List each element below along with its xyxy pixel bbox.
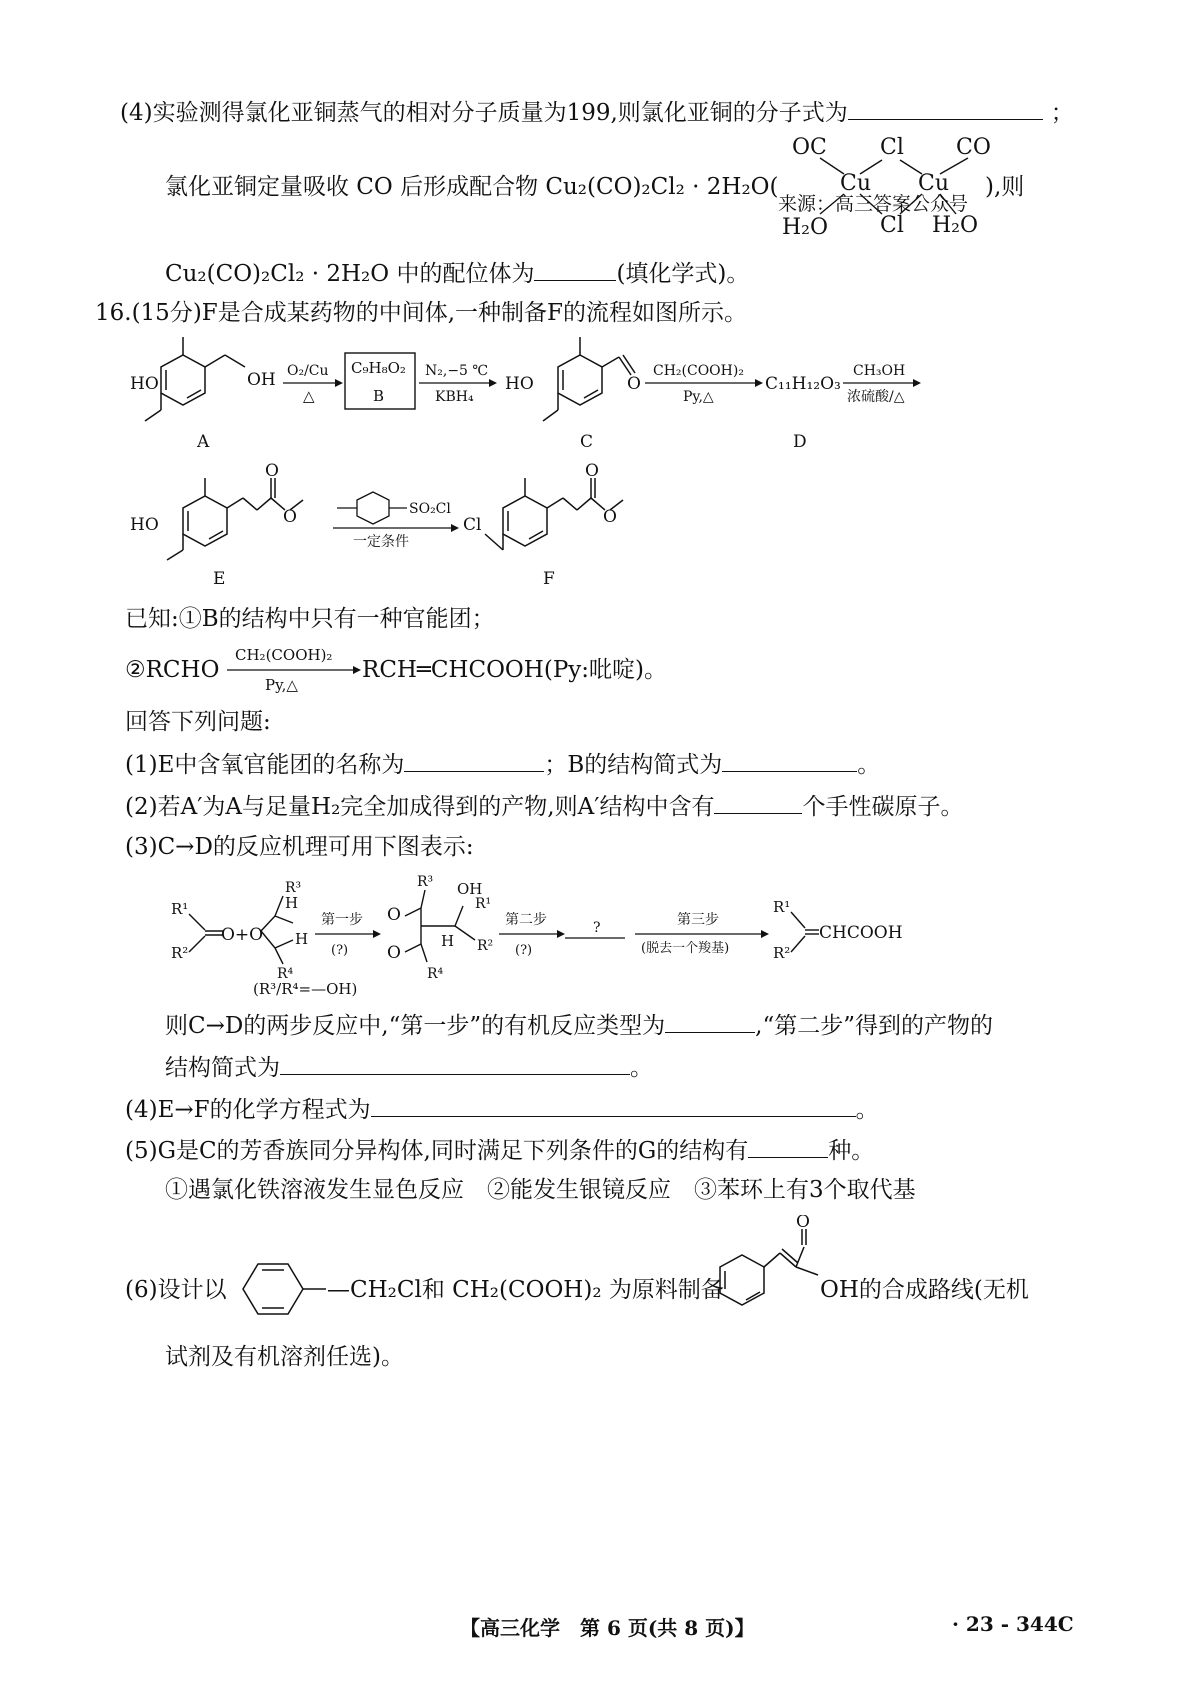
answer-blank[interactable] bbox=[280, 1052, 630, 1075]
answer-blank[interactable] bbox=[714, 791, 802, 814]
svg-text:R²: R² bbox=[477, 938, 494, 954]
cond2-bottom: KBH₄ bbox=[435, 389, 474, 405]
complex-oc: OC bbox=[792, 135, 827, 160]
svg-text:R⁴: R⁴ bbox=[427, 966, 444, 982]
cond3-bottom: Py,△ bbox=[683, 389, 714, 405]
b-formula: C₉H₈O₂ bbox=[351, 359, 406, 377]
part-5-conditions: ①遇氯化铁溶液发生显色反应 ②能发生银镜反应 ③苯环上有3个取代基 bbox=[165, 1177, 916, 1203]
svg-text:R²: R² bbox=[171, 944, 189, 962]
synthesis-scheme-row2 bbox=[125, 462, 645, 592]
answer-blank[interactable] bbox=[722, 749, 857, 772]
svg-text:R¹: R¹ bbox=[475, 896, 492, 912]
complex-cl-bottom: Cl bbox=[880, 213, 904, 238]
e-label: E bbox=[213, 569, 226, 589]
q15-4-line1: (4)实验测得氯化亚铜蒸气的相对分子质量为199,则氯化亚铜的分子式为 ； bbox=[120, 97, 1074, 128]
part-6: (6)设计以 bbox=[125, 1277, 227, 1303]
cond1-bottom: △ bbox=[303, 387, 315, 405]
e-ester-o: O bbox=[283, 507, 297, 527]
svg-text:R³: R³ bbox=[417, 874, 434, 890]
svg-text:第二步: 第二步 bbox=[505, 912, 547, 928]
svg-text:R³: R³ bbox=[285, 880, 302, 896]
molecule-a bbox=[145, 337, 245, 421]
answer-blank[interactable] bbox=[748, 1135, 828, 1158]
cond5-bottom: 一定条件 bbox=[353, 534, 409, 550]
svg-text:H: H bbox=[441, 932, 455, 950]
q15-4-line2: 氯化亚铜定量吸收 CO 后形成配合物 Cu₂(CO)₂Cl₂ · 2H₂O( bbox=[165, 174, 779, 200]
q16-header: 16.(15分)F是合成某药物的中间体,一种制备F的流程如图所示。 bbox=[95, 300, 748, 326]
answer-blank[interactable] bbox=[371, 1094, 856, 1117]
d-label: D bbox=[793, 432, 807, 452]
svg-text:R⁴: R⁴ bbox=[277, 966, 294, 982]
part-5: (5)G是C的芳香族同分异构体,同时满足下列条件的G的结构有 种。 bbox=[125, 1135, 874, 1166]
known-1: 已知:①B的结构中只有一种官能团； bbox=[125, 606, 495, 632]
svg-text:O: O bbox=[387, 905, 401, 925]
svg-text:CH₂(COOH)₂: CH₂(COOH)₂ bbox=[235, 646, 333, 664]
a-label: A bbox=[197, 432, 210, 452]
mechanism-scheme bbox=[165, 868, 925, 998]
svg-text:CHCOOH: CHCOOH bbox=[819, 923, 903, 943]
part-6-end: OH的合成路线(无机 bbox=[820, 1277, 1029, 1303]
known2-arrow bbox=[225, 644, 365, 696]
benzyl-ring bbox=[228, 1252, 328, 1326]
exam-code: · 23 - 344C bbox=[952, 1612, 1074, 1636]
answer-blank[interactable] bbox=[665, 1010, 755, 1033]
svg-text:R¹: R¹ bbox=[773, 898, 791, 916]
svg-text:O+O: O+O bbox=[221, 925, 264, 945]
molecule-c bbox=[543, 337, 635, 421]
svg-text:OH: OH bbox=[457, 880, 483, 898]
part-3: (3)C→D的反应机理可用下图表示: bbox=[125, 834, 474, 860]
b-label: B bbox=[373, 387, 385, 405]
complex-cu1: Cu bbox=[840, 171, 872, 196]
cond4-bottom: 浓硫酸/△ bbox=[847, 389, 905, 405]
e-carbonyl-o: O bbox=[265, 462, 279, 481]
synthesis-scheme-row1 bbox=[125, 335, 1125, 455]
d-formula: C₁₁H₁₂O₃ bbox=[765, 374, 841, 394]
complex-cl-top: Cl bbox=[880, 135, 904, 160]
f-ester-o: O bbox=[603, 507, 617, 527]
svg-text:(?): (?) bbox=[515, 943, 533, 958]
c-label: C bbox=[580, 432, 594, 452]
part-3-q1: 则C→D的两步反应中,“第一步”的有机反应类型为 ,“第二步”得到的产物的 bbox=[165, 1010, 993, 1041]
a-oh: OH bbox=[247, 370, 276, 390]
answer-blank[interactable] bbox=[534, 258, 616, 281]
svg-text:R¹: R¹ bbox=[171, 900, 189, 918]
part-2: (2)若A′为A与足量H₂完全加成得到的产物,则A′结构中含有 个手性碳原子。 bbox=[125, 791, 963, 822]
e-ho: HO bbox=[130, 515, 159, 535]
part-1: (1)E中含氧官能团的名称为 ；B的结构简式为 。 bbox=[125, 749, 880, 780]
watermark: 来源：高三答案公众号 bbox=[778, 193, 969, 215]
answer-blank[interactable] bbox=[848, 97, 1043, 120]
answer-header: 回答下列问题: bbox=[125, 709, 271, 735]
svg-text:第三步: 第三步 bbox=[677, 912, 719, 928]
cond3-top: CH₂(COOH)₂ bbox=[653, 363, 744, 379]
part-6-mid: —CH₂Cl和 CH₂(COOH)₂ 为原料制备 bbox=[327, 1277, 724, 1303]
svg-text:(R³/R⁴=—OH): (R³/R⁴=—OH) bbox=[253, 980, 358, 998]
complex-h2o-right: H₂O bbox=[932, 213, 979, 238]
q15-4-line2-end: ),则 bbox=[985, 174, 1025, 200]
f-cl: Cl bbox=[463, 515, 482, 535]
cinnamic-acid-structure bbox=[700, 1215, 825, 1333]
known-2-product: RCH═CHCOOH(Py:吡啶)。 bbox=[362, 657, 668, 683]
svg-text:R²: R² bbox=[773, 944, 791, 962]
part-3-q2: 结构简式为 。 bbox=[165, 1052, 653, 1083]
answer-blank[interactable] bbox=[404, 749, 544, 772]
svg-text:O: O bbox=[796, 1215, 810, 1232]
svg-text:(?): (?) bbox=[331, 943, 349, 958]
q15-4-line3: Cu₂(CO)₂Cl₂ · 2H₂O 中的配位体为 (填化学式)。 bbox=[165, 258, 749, 289]
reagent-so2cl: SO₂Cl bbox=[409, 501, 451, 517]
f-carbonyl-o: O bbox=[585, 462, 599, 481]
c-ho: HO bbox=[505, 374, 534, 394]
svg-text:O: O bbox=[387, 943, 401, 963]
svg-text:H: H bbox=[295, 930, 309, 948]
cond4-top: CH₃OH bbox=[853, 363, 906, 379]
known-2: ②RCHO bbox=[125, 657, 220, 683]
svg-text:(脱去一个羧基): (脱去一个羧基) bbox=[641, 941, 730, 956]
svg-text:H: H bbox=[285, 894, 299, 912]
f-label: F bbox=[543, 569, 555, 589]
complex-h2o-left: H₂O bbox=[782, 215, 829, 240]
svg-text:Py,△: Py,△ bbox=[265, 676, 298, 694]
svg-text:第一步: 第一步 bbox=[321, 912, 363, 928]
page-footer: 【高三化学 第 6 页(共 8 页)】 bbox=[460, 1616, 755, 1640]
cond1-top: O₂/Cu bbox=[287, 363, 329, 379]
a-ho: HO bbox=[130, 374, 159, 394]
part-4: (4)E→F的化学方程式为 。 bbox=[125, 1094, 879, 1125]
c-o: O bbox=[627, 374, 641, 394]
complex-co: CO bbox=[956, 135, 991, 160]
part-6-line2: 试剂及有机溶剂任选)。 bbox=[165, 1344, 404, 1370]
svg-text:?: ? bbox=[593, 920, 601, 936]
complex-cu2: Cu bbox=[918, 171, 950, 196]
cond2-top: N₂,−5 ℃ bbox=[425, 363, 489, 379]
